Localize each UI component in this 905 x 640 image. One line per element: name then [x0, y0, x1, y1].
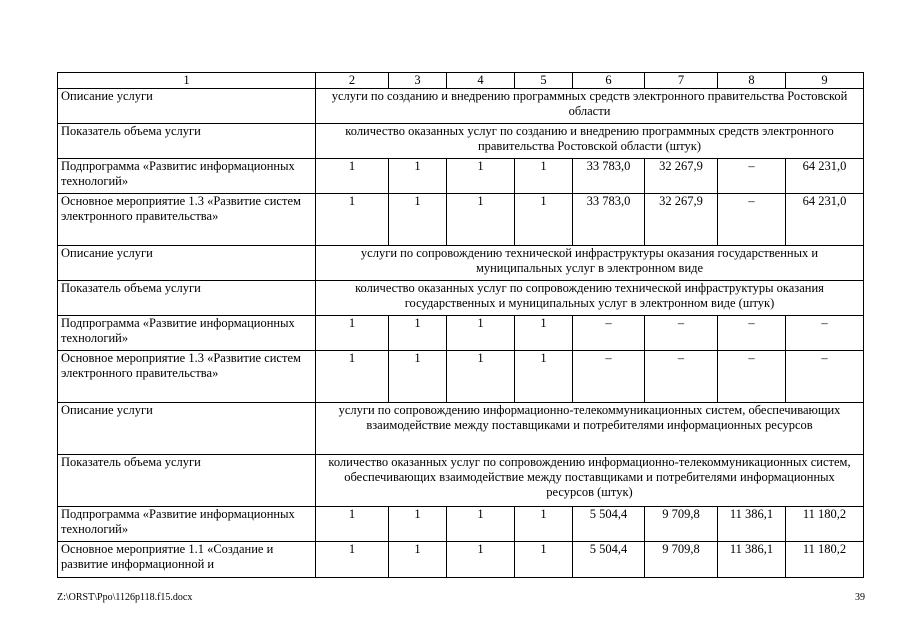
- service-description: услуги по созданию и внедрению программных средств электронного правительства Ростовской области: [316, 89, 864, 124]
- table-cell: 1: [316, 316, 389, 351]
- table-cell: –: [718, 316, 786, 351]
- table-cell: 1: [316, 194, 389, 246]
- table-cell: 1: [389, 316, 447, 351]
- table-cell: 1: [389, 159, 447, 194]
- volume-indicator: количество оказанных услуг по сопровождению информационно-телекоммуникационных систем, обеспечивающих взаимодействие между поставщиками и потребителями информационных ресурсов (штук): [316, 455, 864, 507]
- row-label: Описание услуги: [58, 246, 316, 281]
- table-cell: 1: [389, 351, 447, 403]
- table-cell: 1: [316, 351, 389, 403]
- table-row: [58, 159, 864, 194]
- volume-indicator: количество оказанных услуг по сопровождению технической инфраструктуры оказания государственных и муниципальных услуг в электронном виде (штук): [316, 281, 864, 316]
- table-cell: –: [718, 351, 786, 403]
- row-label: Основное мероприятие 1.1 «Создание и развитие информационной и: [58, 542, 316, 578]
- table-cell: 1: [316, 542, 389, 578]
- data-table: [57, 72, 864, 578]
- table-cell: –: [645, 351, 718, 403]
- table-cell: 1: [447, 159, 515, 194]
- page-number: 39: [855, 592, 865, 603]
- header-cell: 4: [447, 73, 515, 89]
- description-row: [58, 89, 864, 124]
- file-path: Z:\ORST\Ppo\1126p118.f15.docx: [57, 592, 193, 603]
- table-cell: 1: [447, 351, 515, 403]
- table-cell: –: [786, 316, 864, 351]
- row-label: Показатель объема услуги: [58, 124, 316, 159]
- table-cell: 32 267,9: [645, 159, 718, 194]
- header-cell: 3: [389, 73, 447, 89]
- table-cell: 1: [447, 507, 515, 542]
- table-cell: 1: [389, 507, 447, 542]
- table-cell: 9 709,8: [645, 507, 718, 542]
- table-row: [58, 316, 864, 351]
- header-cell: 1: [58, 73, 316, 89]
- row-label: Показатель объема услуги: [58, 281, 316, 316]
- description-row: [58, 403, 864, 455]
- table-cell: 1: [515, 159, 573, 194]
- header-cell: 7: [645, 73, 718, 89]
- header-cell: 8: [718, 73, 786, 89]
- table-cell: 5 504,4: [573, 507, 645, 542]
- service-description: услуги по сопровождению информационно-телекоммуникационных систем, обеспечивающих взаимодействие между поставщиками и потребителями информационных ресурсов: [316, 403, 864, 455]
- table-row: [58, 507, 864, 542]
- header-cell: 5: [515, 73, 573, 89]
- table-cell: 1: [316, 159, 389, 194]
- table-cell: 33 783,0: [573, 159, 645, 194]
- table-row: [58, 542, 864, 578]
- table-cell: 1: [389, 542, 447, 578]
- table-cell: 33 783,0: [573, 194, 645, 246]
- header-cell: 9: [786, 73, 864, 89]
- table-cell: 1: [515, 542, 573, 578]
- table-cell: –: [786, 351, 864, 403]
- table-row: [58, 194, 864, 246]
- table-cell: 11 180,2: [786, 507, 864, 542]
- table-cell: 5 504,4: [573, 542, 645, 578]
- table-row: [58, 351, 864, 403]
- row-label: Описание услуги: [58, 89, 316, 124]
- table-cell: 32 267,9: [645, 194, 718, 246]
- table-cell: 1: [515, 316, 573, 351]
- table-cell: 64 231,0: [786, 159, 864, 194]
- table-cell: –: [718, 194, 786, 246]
- row-label: Описание услуги: [58, 403, 316, 455]
- header-cell: 6: [573, 73, 645, 89]
- table-cell: 64 231,0: [786, 194, 864, 246]
- description-row: [58, 246, 864, 281]
- row-label: Подпрограмма «Развитие информационных технологий»: [58, 507, 316, 542]
- table-cell: 1: [515, 351, 573, 403]
- row-label: Основное мероприятие 1.3 «Развитие систем электронного правительства»: [58, 194, 316, 246]
- row-label: Основное мероприятие 1.3 «Развитие систем электронного правительства»: [58, 351, 316, 403]
- table-cell: 11 180,2: [786, 542, 864, 578]
- table-cell: 1: [447, 542, 515, 578]
- row-label: Показатель объема услуги: [58, 455, 316, 507]
- table-cell: 9 709,8: [645, 542, 718, 578]
- table-cell: –: [718, 159, 786, 194]
- table-cell: 11 386,1: [718, 542, 786, 578]
- table-cell: 1: [316, 507, 389, 542]
- volume-indicator: количество оказанных услуг по созданию и внедрению программных средств электронного правительства Ростовской области (штук): [316, 124, 864, 159]
- indicator-row: [58, 124, 864, 159]
- service-description: услуги по сопровождению технической инфраструктуры оказания государственных и муниципальных услуг в электронном виде: [316, 246, 864, 281]
- table-cell: –: [645, 316, 718, 351]
- row-label: Подпрограмма «Развитие информационных технологий»: [58, 316, 316, 351]
- table-cell: 1: [447, 316, 515, 351]
- table-cell: 11 386,1: [718, 507, 786, 542]
- row-label: Подпрограмма «Развитис информационных технологий»: [58, 159, 316, 194]
- table-cell: 1: [515, 194, 573, 246]
- table-cell: –: [573, 351, 645, 403]
- indicator-row: [58, 281, 864, 316]
- header-cell: 2: [316, 73, 389, 89]
- header-row: [58, 73, 864, 89]
- table-cell: 1: [447, 194, 515, 246]
- table-cell: 1: [389, 194, 447, 246]
- indicator-row: [58, 455, 864, 507]
- table-cell: –: [573, 316, 645, 351]
- table-cell: 1: [515, 507, 573, 542]
